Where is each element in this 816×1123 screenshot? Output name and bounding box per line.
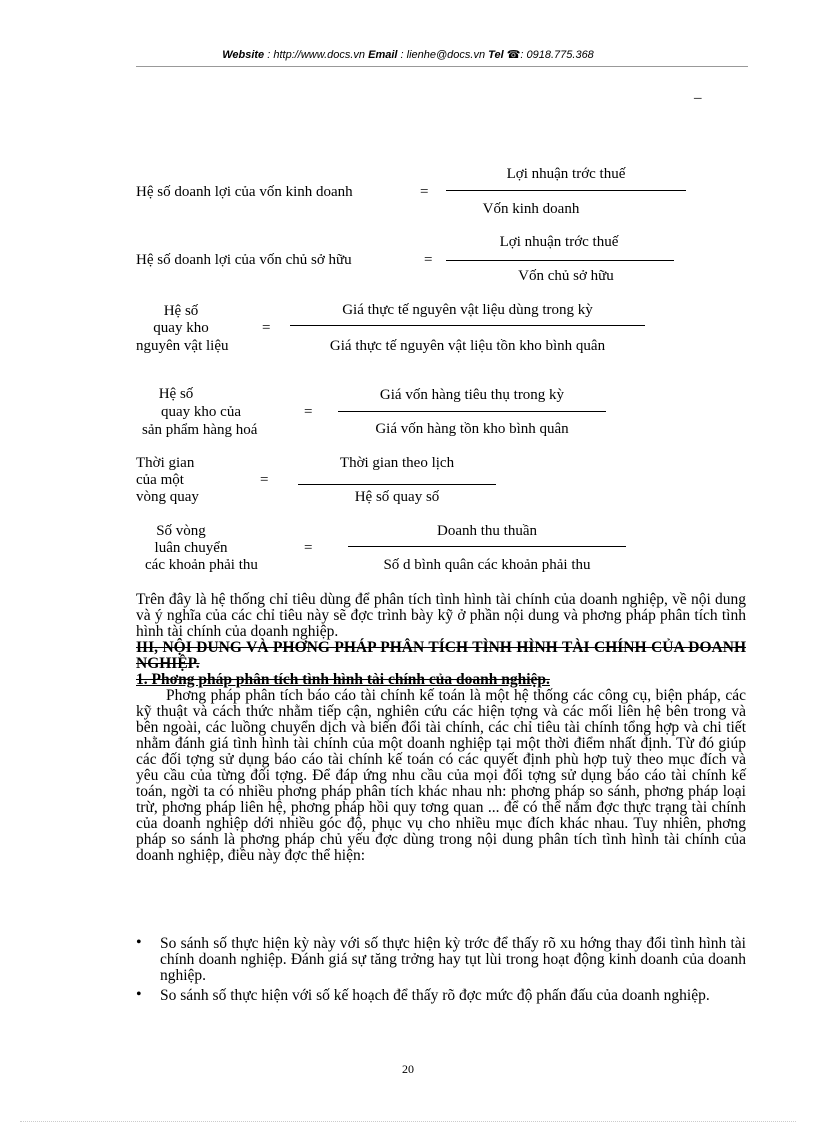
- formula-5-label-line2: của một: [136, 472, 184, 488]
- formula-3-label-line1: Hệ số: [163, 303, 199, 319]
- sub-heading: 1. Phơng pháp phân tích tình hình tài chính của doanh nghiệp.: [136, 671, 550, 688]
- intro-paragraph: Trên đây là hệ thống chỉ tiêu dùng để phân tích tình hình tài chính của doanh nghiệp, về nội dung và ý nghĩa của các chỉ tiêu này sẽ đợc trình bày kỹ ở phần nội dung và phơng pháp phân tích tình hình tài chính của doanh nghiệp.: [136, 591, 746, 640]
- formula-4-label-line3: sản phẩm hàng hoá: [142, 422, 258, 438]
- formula-3-numerator: Giá thực tế nguyên vật liệu dùng trong kỳ: [342, 302, 593, 318]
- page-number: 20: [402, 1062, 414, 1076]
- website-value: : http://www.docs.vn: [264, 49, 369, 61]
- formula-4-fraction-bar: [338, 411, 606, 412]
- formula-3-denominator: Giá thực tế nguyên vật liệu tồn kho bình quân: [329, 338, 606, 354]
- formula-5-label-line3: vòng quay: [136, 489, 199, 505]
- formula-3-equals: =: [262, 320, 271, 336]
- formula-2-fraction-bar: [446, 260, 674, 261]
- formula-6-denominator: Số d bình quân các khoản phải thu: [383, 557, 591, 573]
- page-header: [0, 48, 816, 61]
- formula-1-fraction-bar: [446, 190, 686, 191]
- formula-6-label-line2: luân chuyển: [154, 540, 228, 556]
- formula-5-denominator: Hệ số quay số: [354, 489, 440, 505]
- formula-3-label-line3: nguyên vật liệu: [136, 338, 229, 354]
- header-rule: [136, 66, 748, 67]
- formula-6-fraction-bar: [348, 546, 626, 547]
- formula-4-denominator: Giá vốn hàng tồn kho bình quân: [375, 421, 569, 437]
- bullet-icon: •: [136, 934, 142, 951]
- body-text: [136, 592, 746, 864]
- formula-4-equals: =: [304, 404, 313, 420]
- formula-5-equals: =: [260, 472, 269, 488]
- bullet-text: So sánh số thực hiện với số kế hoạch để thấy rõ đợc mức độ phấn đấu của doanh nghiệp.: [160, 987, 710, 1004]
- formula-5-fraction-bar: [298, 484, 496, 485]
- tel-value: ☎: 0918.775.368: [503, 49, 594, 61]
- formula-2-label: Hệ số doanh lợi của vốn chủ sở hữu: [136, 252, 352, 268]
- formula-2-denominator: Vốn chủ sở hữu: [518, 268, 614, 284]
- main-paragraph: Phơng pháp phân tích báo cáo tài chính kế toán là một hệ thống các công cụ, biện pháp, các kỹ thuật và cách thức nhằm tiếp cận, nghiên cứu các hiện tợng và các mối liên hệ bên trong và bên ngoài, các luồng chuyển dịch và biến đổi tài chính, các chỉ tiêu tài chính tổng hợp và chi tiết nhằm đánh giá tình hình tài chính của một doanh nghiệp tại một thời điểm nhất định. Từ đó giúp các đối tợng sử dụng báo cáo tài chính kế toán có các quyết định phù hợp tuỳ theo mục đích và yêu cầu của từng đối tợng. Để đáp ứng nhu cầu của mọi đối tợng sử dụng báo cáo tài chính kế toán, ngời ta có nhiều phơng pháp phân tích khác nhau nh: phơng pháp so sánh, phơng pháp loại trừ, phơng pháp liên hệ, phơng pháp hồi quy tơng quan ... để có thể nắm đợc thực trạng tài chính của doanh nghiệp dới nhiều góc độ, phục vụ cho nhiều mục đích khác nhau. Tuy nhiên, phơng pháp so sánh là phơng pháp chủ yếu đợc dùng trong nội dung phân tích tình hình tài chính của doanh nghiệp, điều này đợc thể hiện:: [136, 687, 746, 864]
- formula-6-label-line3: các khoản phải thu: [145, 557, 258, 573]
- formula-4-label-line1: Hệ số: [158, 386, 194, 402]
- email-label: Email: [368, 49, 398, 61]
- formula-2-numerator: Lợi nhuận trớc thuế: [499, 234, 619, 250]
- bullet-list: [136, 936, 746, 1008]
- formula-4-numerator: Giá vốn hàng tiêu thụ trong kỳ: [379, 387, 565, 403]
- footer-rule: [20, 1121, 796, 1122]
- formula-1-denominator: Vốn kinh doanh: [482, 201, 580, 217]
- bullet-text: So sánh số thực hiện kỳ này với số thực hiện kỳ trớc để thấy rõ xu hớng thay đổi tình hình tài chính doanh nghiệp. Đánh giá sự tăng trởng hay tụt lùi trong hoạt động kinh doanh của doanh nghiệp.: [160, 935, 746, 984]
- section-heading: III, NỘI DUNG VÀ PHƠNG PHÁP PHÂN TÍCH TÌNH HÌNH TÀI CHÍNH CỦA DOANH NGHIỆP.: [136, 639, 746, 672]
- list-item: [136, 988, 746, 1004]
- formula-1-equals: =: [420, 184, 429, 200]
- formula-5-label-line1: Thời gian: [136, 455, 195, 471]
- website-label: Website: [222, 49, 265, 61]
- formula-6-equals: =: [304, 540, 313, 556]
- formula-3-fraction-bar: [290, 325, 645, 326]
- formula-1-label: Hệ số doanh lợi của vốn kinh doanh: [136, 184, 353, 200]
- email-value: : lienhe@docs.vn: [397, 49, 489, 61]
- formula-6-numerator: Doanh thu thuần: [437, 523, 537, 539]
- formula-6-label-line1: Số vòng: [156, 523, 206, 539]
- tel-label: Tel: [488, 49, 504, 61]
- formula-3-label-line2: quay kho: [153, 320, 209, 336]
- formula-1-numerator: Lợi nhuận trớc thuế: [506, 166, 626, 182]
- list-item: [136, 936, 746, 984]
- formula-2-equals: =: [424, 252, 433, 268]
- bullet-icon: •: [136, 986, 142, 1003]
- formula-5-numerator: Thời gian theo lịch: [339, 455, 455, 471]
- corner-dash: _: [694, 85, 702, 101]
- formula-4-label-line2: quay kho của: [161, 404, 241, 420]
